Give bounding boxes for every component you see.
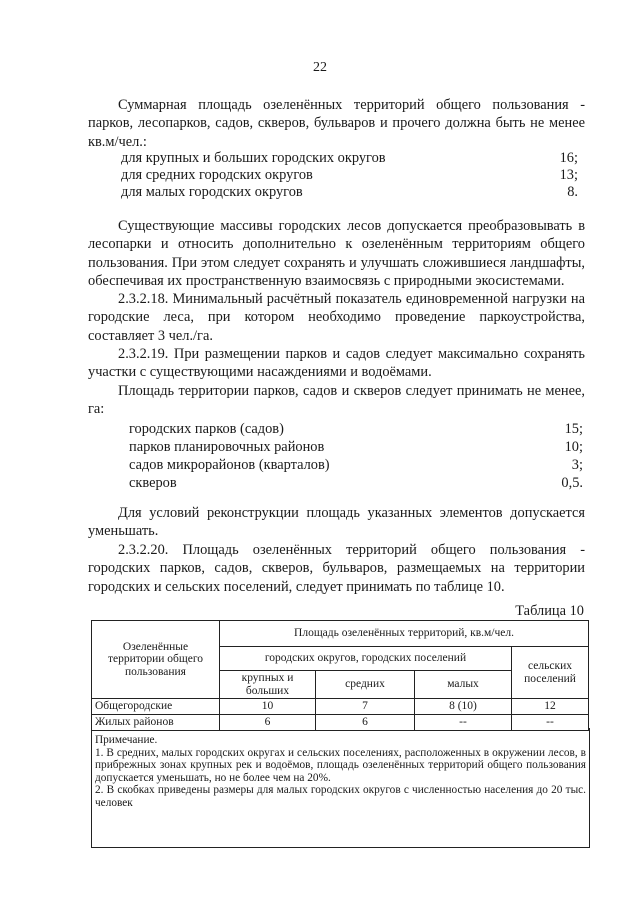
cell-value: 10 (220, 699, 316, 715)
subheader-large: крупных и больших (220, 671, 316, 699)
list-item (129, 474, 583, 492)
paragraph-reconstruction: Для условий реконструкции площадь указанных элементов допускается уменьшать. (88, 505, 585, 540)
row-name: Жилых районов (92, 715, 220, 731)
header-area: Площадь озеленённых территорий, кв.м/чел. (220, 621, 589, 647)
paragraph-park-area: Площадь территории парков, садов и скверов следует принимать не менее, га: (88, 383, 585, 418)
paragraph-2-3-2-19: 2.3.2.19. При размещении парков и садов следует максимально сохранять участки с существующими насаждениями и водоёмами. (88, 346, 585, 381)
cell-value: 8 (10) (415, 699, 512, 715)
header-rural: сельских поселений (512, 647, 589, 699)
list-item-label: для малых городских округов (121, 184, 303, 200)
paragraph-2-3-2-18: 2.3.2.18. Минимальный расчётный показатель единовременной нагрузки на городские леса, при котором необходимо проведение паркоустройства, составляет 3 чел./га. (88, 291, 585, 344)
list-item (129, 438, 583, 456)
list-item-label: городских парков (садов) (129, 421, 284, 437)
list-item (121, 166, 578, 184)
cell-value: 12 (512, 699, 589, 715)
note-2: 2. В скобках приведены размеры для малых городских округов с численностью населения до 20 тыс. человек (95, 784, 586, 809)
list-item-label: парков планировочных районов (129, 439, 325, 455)
list-item (121, 149, 578, 167)
list-item-value: 3; (571, 457, 583, 473)
list-item-value: 13; (559, 167, 578, 183)
table-caption: Таблица 10 (515, 603, 584, 619)
list-item-label: для крупных и больших городских округов (121, 150, 386, 166)
table-notes (91, 728, 590, 848)
page-number: 22 (313, 60, 327, 75)
paragraph-2-3-2-20: 2.3.2.20. Площадь озеленённых территорий общего пользования - городских парков, садов, скверов, бульваров, размещаемых на территории городских и сельских поселений, следует принимать по таблице 10. (88, 542, 585, 595)
list-item (129, 456, 583, 474)
list-item-value: 16; (559, 150, 578, 166)
cell-value: 6 (316, 715, 415, 731)
header-territory-type: Озеленённые территории общего пользования (92, 621, 220, 699)
list-item-value: 15; (564, 421, 583, 437)
paragraph-total-area: Суммарная площадь озеленённых территорий общего пользования - парков, лесопарков, садов, скверов, бульваров и прочего должна быть не менее кв.м/чел.: (88, 97, 585, 150)
list-item-value: 10; (564, 439, 583, 455)
row-name: Общегородские (92, 699, 220, 715)
table-10 (91, 620, 589, 731)
subheader-medium: средних (316, 671, 415, 699)
list-item-value: 8. (567, 184, 578, 200)
header-urban: городских округов, городских поселений (220, 647, 512, 671)
list-item-label: скверов (129, 475, 177, 491)
list-item-label: садов микрорайонов (кварталов) (129, 457, 330, 473)
notes-title: Примечание. (95, 734, 158, 746)
paragraph-city-forests: Существующие массивы городских лесов допускается преобразовывать в лесопарки и относить дополнительно к озеленённым территориям общего пользования. При этом следует сохранять и улучшать сложившиеся ландшафты, обеспечивая их пространственную взаимосвязь с природными экосистемами. (88, 218, 585, 290)
cell-value: -- (415, 715, 512, 731)
list-item (129, 420, 583, 438)
list-item (121, 183, 578, 201)
cell-value: -- (512, 715, 589, 731)
list-item-value: 0,5. (561, 475, 583, 491)
note-1: 1. В средних, малых городских округах и сельских поселениях, расположенных в окружении лесов, в прибрежных зонах крупных рек и водоёмов, площадь озеленённых территорий общего пользования допускается уменьшать, но не более чем на 20%. (95, 746, 586, 784)
list-item-label: для средних городских округов (121, 167, 313, 183)
subheader-small: малых (415, 671, 512, 699)
cell-value: 7 (316, 699, 415, 715)
cell-value: 6 (220, 715, 316, 731)
table-row (92, 699, 589, 715)
